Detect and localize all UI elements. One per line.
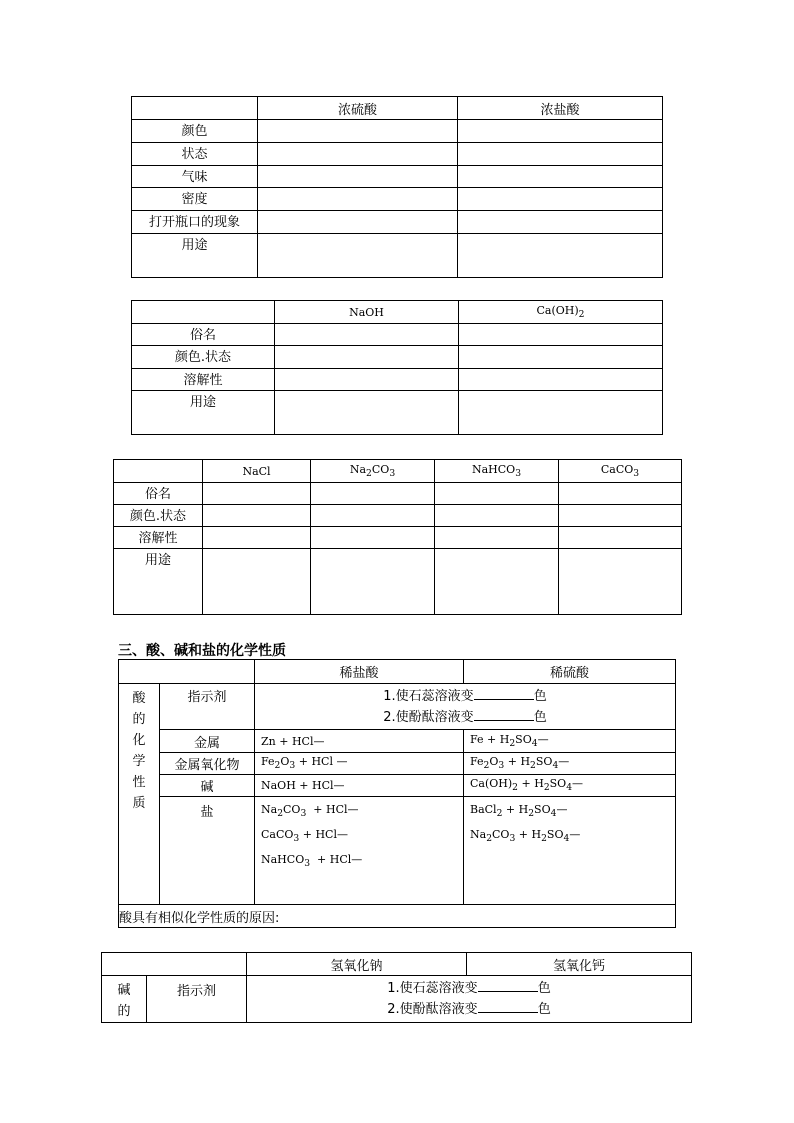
table-cell[interactable] — [435, 505, 559, 527]
row-label: 密度 — [132, 188, 258, 211]
table-cell[interactable] — [275, 369, 459, 391]
footer-cell[interactable]: 酸具有相似化学性质的原因: — [119, 905, 676, 928]
table-header: 浓盐酸 — [458, 97, 663, 120]
table-cell[interactable] — [458, 188, 663, 211]
table-header-empty — [119, 660, 255, 684]
table-header: $Na_2CO_3$ — [311, 460, 435, 483]
table-cell[interactable] — [435, 527, 559, 549]
table-cell[interactable] — [203, 483, 311, 505]
table-header: NaHCO$_3$ — [435, 460, 559, 483]
table-header: NaCl — [203, 460, 311, 483]
row-label: 碱 — [160, 775, 255, 797]
table-header: 氢氧化钠 — [247, 953, 467, 976]
table-cell[interactable] — [311, 483, 435, 505]
table-cell[interactable] — [275, 391, 459, 435]
formula-cell[interactable]: BaCl$_2$ + $H_2SO_4—$ $Na_2CO_3$ + $H_2SO_4—$ — [464, 797, 676, 905]
indicator-cell[interactable]: 1.使石蕊溶液变 色 2.使酚酞溶液变 色 — [255, 684, 676, 730]
formula-cell[interactable]: NaOH + HCl— — [255, 775, 464, 797]
table-cell[interactable] — [459, 346, 663, 369]
table-cell[interactable] — [275, 346, 459, 369]
table-cell[interactable] — [203, 505, 311, 527]
table-cell[interactable] — [203, 549, 311, 615]
table-cell[interactable] — [435, 483, 559, 505]
side-label: 碱 的 — [102, 976, 147, 1023]
table-cell[interactable] — [559, 527, 682, 549]
formula-cell[interactable]: $Fe_2O_3$ + $H_2SO_4—$ — [464, 753, 676, 775]
table-header: $Ca(OH)_2$ — [459, 301, 663, 324]
row-label: 用途 — [132, 234, 258, 278]
table-header-empty — [132, 301, 275, 324]
table-header: 稀硫酸 — [464, 660, 676, 684]
table-header: 氢氧化钙 — [467, 953, 692, 976]
table-cell[interactable] — [258, 143, 458, 166]
indicator-cell[interactable]: 1.使石蕊溶液变 色 2.使酚酞溶液变 色 — [247, 976, 692, 1023]
table-header-empty — [102, 953, 247, 976]
row-label: 用途 — [114, 549, 203, 615]
row-label: 指示剂 — [147, 976, 247, 1023]
table-header: CaCO$_3$ — [559, 460, 682, 483]
table-header-empty — [132, 97, 258, 120]
table-cell[interactable] — [458, 234, 663, 278]
table-base-chemical-properties — [101, 952, 692, 1023]
row-label: 盐 — [160, 797, 255, 905]
table-cell[interactable] — [258, 120, 458, 143]
table-cell[interactable] — [311, 527, 435, 549]
table-header: 稀盐酸 — [255, 660, 464, 684]
table-cell[interactable] — [458, 166, 663, 188]
table-cell[interactable] — [311, 549, 435, 615]
row-label: 金属氧化物 — [160, 753, 255, 775]
table-cell[interactable] — [275, 324, 459, 346]
row-label: 颜色.状态 — [132, 346, 275, 369]
row-label: 俗名 — [114, 483, 203, 505]
table-cell[interactable] — [458, 120, 663, 143]
formula-cell[interactable]: $Na_2CO_3$ + HCl— CaCO$_3$ + HCl— NaHCO$_3$ + HCl— — [255, 797, 464, 905]
table-header-empty — [114, 460, 203, 483]
formula-cell[interactable]: Zn + HCl— — [255, 730, 464, 753]
table-cell[interactable] — [458, 211, 663, 234]
row-label: 指示剂 — [160, 684, 255, 730]
row-label: 用途 — [132, 391, 275, 435]
table-header: NaOH — [275, 301, 459, 324]
row-label: 溶解性 — [132, 369, 275, 391]
table-cell[interactable] — [458, 143, 663, 166]
table-cell[interactable] — [559, 505, 682, 527]
row-label: 颜色 — [132, 120, 258, 143]
formula-cell[interactable]: $Fe_2O_3$ + HCl — — [255, 753, 464, 775]
table-header: 浓硫酸 — [258, 97, 458, 120]
table-cell[interactable] — [258, 211, 458, 234]
formula-cell[interactable]: $Fe + H_2SO_4—$ — [464, 730, 676, 753]
table-cell[interactable] — [258, 166, 458, 188]
table-cell[interactable] — [435, 549, 559, 615]
row-label: 溶解性 — [114, 527, 203, 549]
table-cell[interactable] — [258, 234, 458, 278]
row-label: 颜色.状态 — [114, 505, 203, 527]
table-cell[interactable] — [559, 549, 682, 615]
formula-cell[interactable]: $Ca(OH)_2$ + $H_2SO_4—$ — [464, 775, 676, 797]
row-label: 气味 — [132, 166, 258, 188]
table-acid-chemical-properties — [118, 659, 676, 928]
table-base-properties — [131, 300, 663, 435]
row-label: 金属 — [160, 730, 255, 753]
table-cell[interactable] — [258, 188, 458, 211]
section-title: 三、酸、碱和盐的化学性质 — [118, 643, 286, 659]
row-label: 打开瓶口的现象 — [132, 211, 258, 234]
table-cell[interactable] — [311, 505, 435, 527]
table-cell[interactable] — [203, 527, 311, 549]
row-label: 状态 — [132, 143, 258, 166]
table-salt-properties — [113, 459, 682, 615]
table-cell[interactable] — [459, 369, 663, 391]
table-acid-properties — [131, 96, 663, 278]
table-cell[interactable] — [459, 391, 663, 435]
table-cell[interactable] — [459, 324, 663, 346]
side-label: 酸 的 化 学 性 质 — [119, 684, 160, 905]
row-label: 俗名 — [132, 324, 275, 346]
table-cell[interactable] — [559, 483, 682, 505]
